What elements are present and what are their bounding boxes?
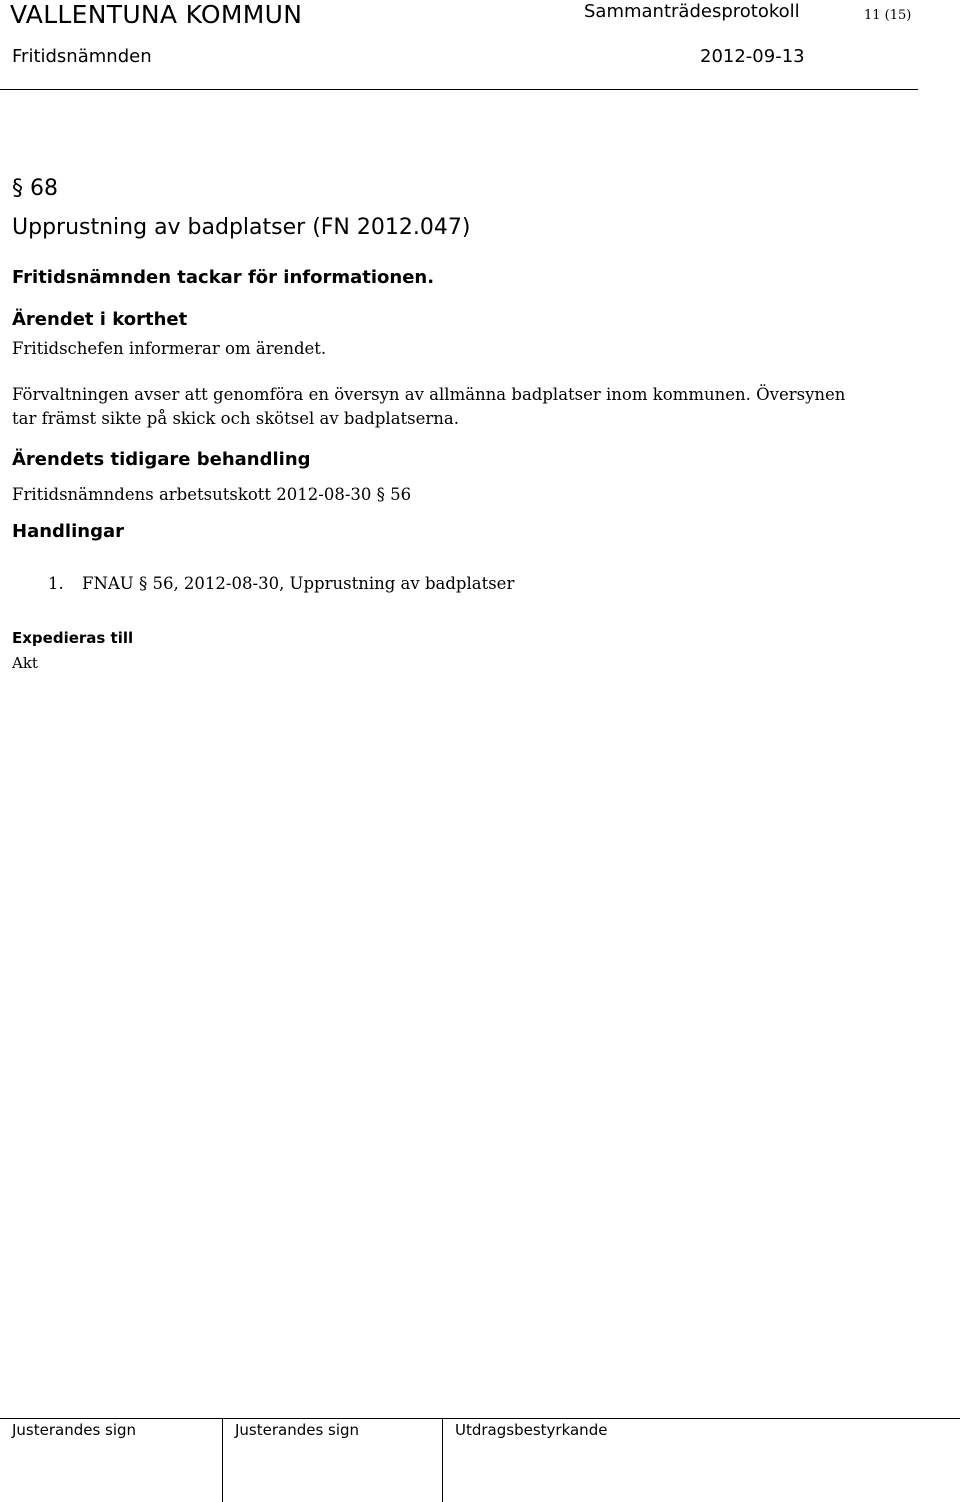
paragraph-number: § 68 bbox=[12, 176, 58, 201]
signature-footer bbox=[0, 1418, 960, 1502]
summary-heading: Ärendet i korthet bbox=[12, 309, 188, 330]
signature-label-1: Justerandes sign bbox=[12, 1421, 137, 1439]
summary-paragraph-2-line-1: Förvaltningen avser att genomföra en översyn av allmänna badplatser inom kommunen. Översynen bbox=[12, 385, 846, 404]
decision-text: Fritidsnämnden tackar för informationen. bbox=[12, 267, 435, 288]
signature-label-2: Justerandes sign bbox=[235, 1421, 360, 1439]
summary-paragraph-2 bbox=[12, 383, 845, 431]
signature-label-3: Utdragsbestyrkande bbox=[455, 1421, 608, 1439]
page-number: 11 (15) bbox=[864, 8, 912, 23]
summary-paragraph-1: Fritidschefen informerar om ärendet. bbox=[12, 339, 327, 358]
summary-paragraph-2-line-2: tar främst sikte på skick och skötsel av badplatserna. bbox=[12, 409, 460, 428]
meeting-date: 2012-09-13 bbox=[700, 46, 805, 67]
previous-handling-heading: Ärendets tidigare behandling bbox=[12, 449, 311, 470]
expedition-text: Akt bbox=[12, 654, 38, 672]
organization-name: VALLENTUNA KOMMUN bbox=[10, 0, 303, 29]
signature-cell-2 bbox=[222, 1418, 442, 1502]
document-item-text: FNAU § 56, 2012-08-30, Upprustning av badplatser bbox=[82, 574, 515, 593]
signature-cell-1 bbox=[0, 1418, 222, 1502]
documents-heading: Handlingar bbox=[12, 521, 124, 542]
section-title: Upprustning av badplatser (FN 2012.047) bbox=[12, 215, 471, 240]
document-type: Sammanträdesprotokoll bbox=[584, 1, 800, 22]
header-divider bbox=[0, 89, 918, 90]
document-item-number: 1. bbox=[48, 574, 64, 593]
expedition-heading: Expedieras till bbox=[12, 629, 134, 647]
signature-cell-3 bbox=[442, 1418, 960, 1502]
committee-name: Fritidsnämnden bbox=[12, 46, 152, 67]
previous-handling-text: Fritidsnämndens arbetsutskott 2012-08-30 § 56 bbox=[12, 485, 412, 504]
